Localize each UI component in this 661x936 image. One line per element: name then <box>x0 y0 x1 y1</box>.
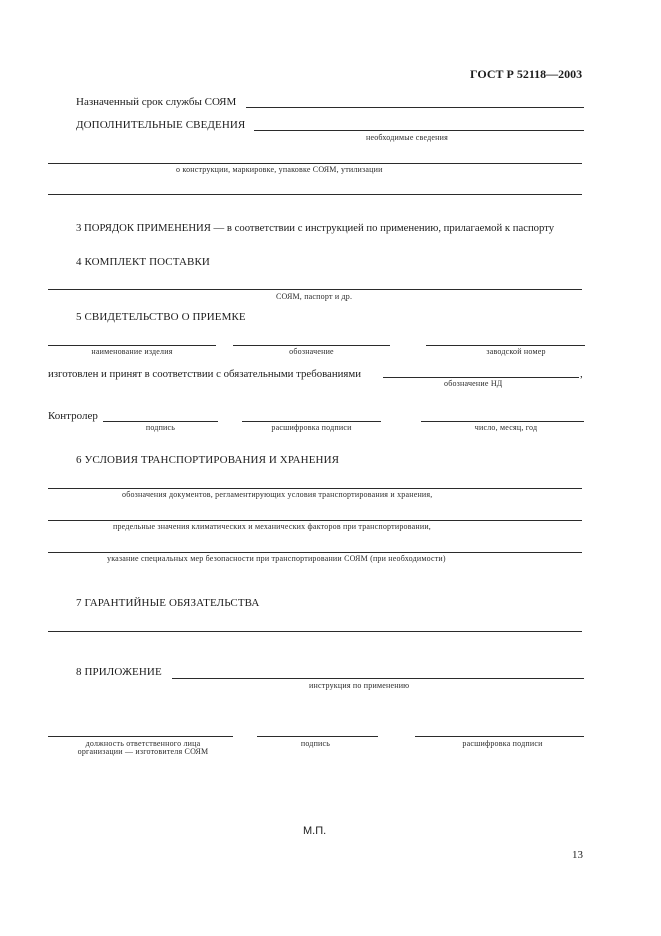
designation-field[interactable] <box>233 345 390 346</box>
manufactured-text: изготовлен и принят в соответствии с обязательными требованиями <box>48 368 361 380</box>
controller-decoding-caption: расшифровка подписи <box>271 423 352 432</box>
safety-measures-field[interactable] <box>48 552 582 553</box>
service-life-label: Назначенный срок службы СОЯМ <box>76 96 237 108</box>
supply-set-caption: СОЯМ, паспорт и др. <box>276 292 353 301</box>
product-name-field[interactable] <box>48 345 216 346</box>
section-7-title: 7 ГАРАНТИЙНЫЕ ОБЯЗАТЕЛЬСТВА <box>76 597 260 609</box>
section-5-title: 5 СВИДЕТЕЛЬСТВО О ПРИЕМКЕ <box>76 311 246 323</box>
designation-caption: обозначение <box>289 347 334 356</box>
responsible-position-caption-1: должность ответственного лица <box>85 739 201 748</box>
section-4-title: 4 КОМПЛЕКТ ПОСТАВКИ <box>76 256 210 268</box>
transport-docs-caption: обозначения документов, регламентирующих условия транспортирования и хранения, <box>122 490 433 499</box>
controller-signature-field[interactable] <box>103 421 218 422</box>
responsible-signature-caption: подпись <box>300 739 331 748</box>
serial-number-caption: заводской номер <box>486 347 546 356</box>
responsible-decoding-field[interactable] <box>415 736 584 737</box>
supply-set-field[interactable] <box>48 289 582 290</box>
controller-decoding-field[interactable] <box>242 421 381 422</box>
product-name-caption: наименование изделия <box>91 347 173 356</box>
additional-info-field-3[interactable] <box>48 194 582 195</box>
appendix-caption: инструкция по применению <box>309 681 410 690</box>
nd-designation-caption: обозначение НД <box>444 379 503 388</box>
warranty-field[interactable] <box>48 631 582 632</box>
doc-code: ГОСТ Р 52118—2003 <box>470 67 583 81</box>
climate-factors-caption: предельные значения климатических и механических факторов при транспортировании, <box>113 522 431 531</box>
serial-number-field[interactable] <box>426 345 585 346</box>
climate-factors-field[interactable] <box>48 520 582 521</box>
manufactured-comma: , <box>580 368 583 380</box>
controller-signature-caption: подпись <box>145 423 176 432</box>
additional-info-field[interactable] <box>254 130 584 131</box>
transport-docs-field[interactable] <box>48 488 582 489</box>
page-number: 13 <box>572 849 583 861</box>
appendix-field[interactable] <box>172 678 584 679</box>
nd-designation-field[interactable] <box>383 377 579 378</box>
stamp-place-label: М.П. <box>303 825 327 837</box>
responsible-position-field[interactable] <box>48 736 233 737</box>
service-life-field[interactable] <box>246 107 584 108</box>
additional-info-label: ДОПОЛНИТЕЛЬНЫЕ СВЕДЕНИЯ <box>76 119 246 131</box>
additional-info-field-2[interactable] <box>48 163 582 164</box>
section-6-title: 6 УСЛОВИЯ ТРАНСПОРТИРОВАНИЯ И ХРАНЕНИЯ <box>76 454 340 466</box>
controller-label: Контролер <box>48 410 98 422</box>
acceptance-date-field[interactable] <box>421 421 584 422</box>
additional-info-caption-2: о конструкции, маркировке, упаковке СОЯМ, утилизации <box>176 165 383 174</box>
additional-info-caption-1: необходимые сведения <box>366 133 448 142</box>
responsible-position-caption-2: организации — изготовителя СОЯМ <box>77 747 209 756</box>
responsible-decoding-caption: расшифровка подписи <box>462 739 543 748</box>
section-3-text: 3 ПОРЯДОК ПРИМЕНЕНИЯ — в соответствии с инструкцией по применению, прилагаемой к паспорту <box>76 222 555 234</box>
section-8-title: 8 ПРИЛОЖЕНИЕ <box>76 666 162 678</box>
responsible-signature-field[interactable] <box>257 736 378 737</box>
safety-measures-caption: указание специальных мер безопасности при транспортировании СОЯМ (при необходимости) <box>107 554 446 563</box>
acceptance-date-caption: число, месяц, год <box>474 423 538 432</box>
